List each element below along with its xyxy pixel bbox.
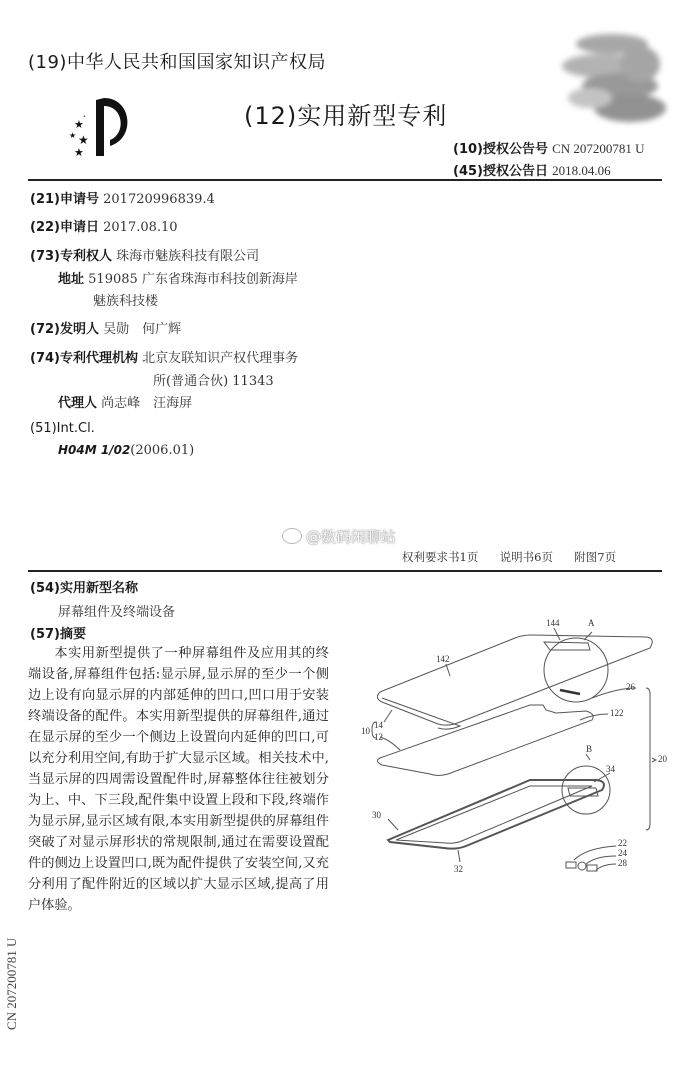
address-label: 地址 (58, 272, 85, 287)
header-divider (28, 179, 662, 181)
figure-label-34: 34 (606, 764, 615, 774)
figure-label-30: 30 (372, 810, 381, 820)
publication-date (453, 160, 611, 179)
application-number-label: (21)申请号 (30, 192, 99, 207)
section-divider (28, 570, 662, 572)
watermark-text: @数码闲聊站 (306, 528, 397, 546)
page-counts (402, 549, 616, 565)
publication-date-label: (45)授权公告日 (453, 164, 548, 179)
utility-model-name-label: (54)实用新型名称 (30, 581, 138, 596)
patent-agency-label: (74)专利代理机构 (30, 351, 138, 366)
figure-label-142: 142 (436, 654, 450, 664)
svg-text:★: ★ (69, 131, 77, 140)
cnipa-logo (66, 96, 146, 158)
figure-label-A: A (588, 618, 595, 628)
agent (58, 392, 192, 411)
address (58, 268, 298, 287)
redacted-stamp (530, 24, 680, 136)
svg-text:★: ★ (74, 146, 84, 158)
int-cl-code: H04M 1/02 (58, 443, 131, 457)
patent-agency-line-1: 北京友联知识产权代理事务 (142, 351, 299, 366)
figure-label-20: 20 (658, 754, 667, 764)
figure-label-144: 144 (546, 618, 560, 628)
drawings-pages: 附图7页 (574, 550, 617, 564)
application-date (30, 216, 178, 235)
svg-text:★: ★ (74, 118, 84, 131)
inventor-value: 吴勋 何广辉 (103, 322, 182, 337)
patentee-label: (73)专利权人 (30, 249, 112, 264)
figure-label-22: 22 (618, 838, 627, 848)
cnipa-logo-icon (66, 96, 146, 158)
side-publication-number-text: CN 207200781 U (4, 937, 19, 1030)
svg-text:★: ★ (78, 133, 89, 147)
figure-label-12: 12 (374, 732, 383, 742)
patent-agency-line-2-wrap (153, 370, 274, 389)
utility-model-name-label-wrap (30, 577, 138, 596)
publication-date-value: 2018.04.06 (552, 163, 611, 178)
int-cl (30, 421, 95, 436)
inventor-label: (72)发明人 (30, 322, 99, 337)
int-cl-label: (51)Int.Cl. (30, 421, 95, 436)
exploded-screen-assembly-drawing (360, 610, 690, 890)
address-line-2: 魅族科技楼 (93, 294, 159, 309)
abstract-label: (57)摘要 (30, 627, 86, 642)
address-line-1: 519085 广东省珠海市科技创新海岸 (88, 272, 298, 287)
application-number (30, 188, 215, 207)
agent-value: 尚志峰 汪海屏 (101, 396, 193, 411)
agent-label: 代理人 (58, 396, 98, 411)
svg-text:•: • (83, 114, 86, 120)
figure-label-32: 32 (454, 864, 463, 874)
claims-pages: 权利要求书1页 (402, 550, 479, 564)
int-cl-version: (2006.01) (130, 443, 195, 458)
abstract-body (28, 643, 329, 916)
figure-label-28: 28 (618, 858, 627, 868)
address-line-2-wrap (93, 290, 158, 309)
publication-number (453, 138, 645, 157)
patent-office-name: (19)中华人民共和国国家知识产权局 (28, 52, 326, 73)
side-publication-number (4, 900, 24, 1030)
weibo-logo-icon (282, 528, 302, 544)
publication-number-label: (10)授权公告号 (453, 142, 548, 157)
patentee-value: 珠海市魅族科技有限公司 (116, 249, 260, 264)
figure-label-10: 10 (361, 726, 370, 736)
patent-figure (360, 610, 690, 890)
utility-model-name-wrap (58, 601, 175, 620)
description-pages: 说明书6页 (499, 550, 553, 564)
utility-model-name: 屏幕组件及终端设备 (58, 605, 176, 620)
patent-type-title: (12)实用新型专利 (244, 102, 448, 130)
weibo-watermark (282, 526, 396, 547)
figure-label-122: 122 (610, 708, 624, 718)
abstract-text: 本实用新型提供了一种屏幕组件及应用其的终端设备,屏幕组件包括:显示屏,显示屏的至少一个侧边上设有向显示屏的内部延伸的凹口,凹口用于安装终端设备的配件。本实用新型提供的屏幕组件,通过在显示屏的至少一个侧边上设置向内延伸的凹口,可以充分利用空间,有助于扩大显示区域。相关技术中,当显示屏的四周需设置配件时,屏幕整体往往被划分为上、中、下三段,配件集中设置上段和下段,终端作为显示屏,显示区域有限,本实用新型提供的屏幕组件突破了对显示屏形状的常规限制,通过在需要设置配件的侧边上设置凹口,既为配件提供了安装空间,又充分利用了配件附近的区域以扩大显示区域,提高了用户体验。 (28, 646, 329, 913)
patent-agency (30, 347, 298, 366)
figure-label-14: 14 (374, 720, 383, 730)
application-date-label: (22)申请日 (30, 220, 99, 235)
patentee (30, 245, 259, 264)
figure-label-B: B (586, 744, 593, 754)
application-number-value: 201720996839.4 (103, 192, 215, 207)
abstract-label-wrap (30, 623, 86, 642)
figure-label-24: 24 (618, 848, 627, 858)
application-date-value: 2017.08.10 (103, 220, 178, 235)
figure-label-26: 26 (626, 682, 635, 692)
patent-agency-line-2: 所(普通合伙) 11343 (153, 374, 274, 389)
publication-number-value: CN 207200781 U (552, 141, 645, 156)
inventor (30, 318, 181, 337)
int-cl-code-row (58, 443, 194, 458)
